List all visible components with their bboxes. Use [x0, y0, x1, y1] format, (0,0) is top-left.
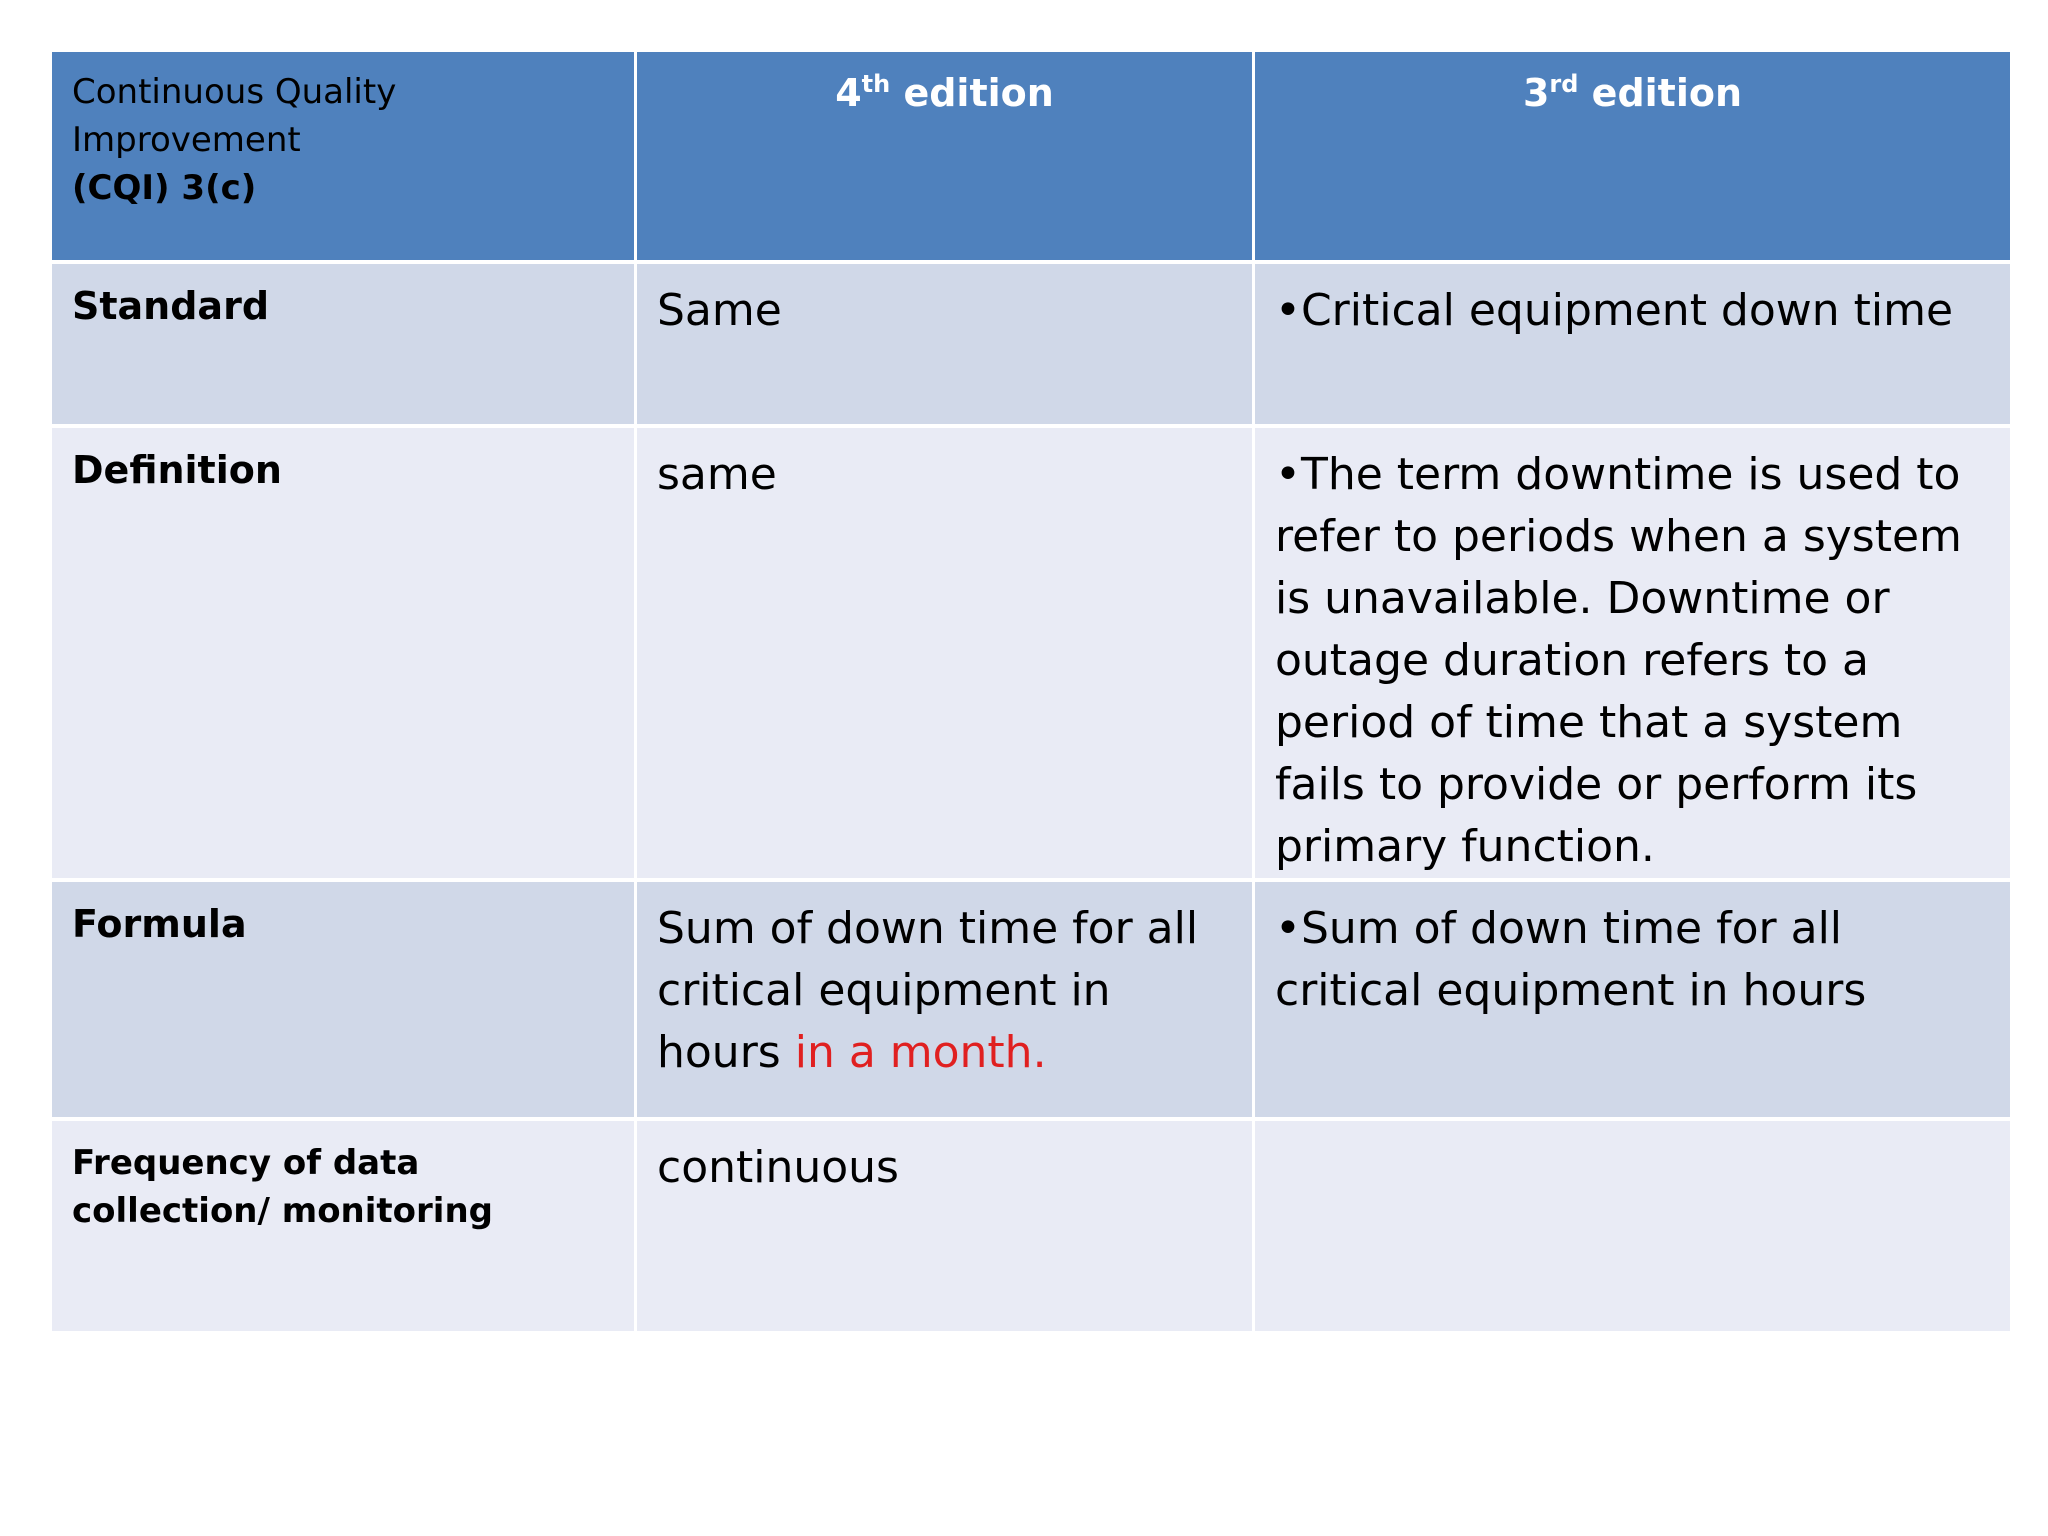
row-label-frequency: Frequency of data collection/ monitoring [52, 1121, 634, 1331]
cell-frequency-3rd [1255, 1121, 2010, 1331]
formula-4th-text: Sum of down time for all critical equipment in hours [657, 903, 1199, 1078]
comparison-table [52, 52, 2004, 1331]
header-3rd-word: edition [1578, 71, 1743, 115]
header-4th-word: edition [890, 71, 1054, 115]
header-3rd-suffix: rd [1549, 70, 1579, 98]
header-4th-suffix: th [861, 70, 891, 98]
cell-frequency-4th: continuous [637, 1121, 1252, 1331]
header-cell-cqi [52, 52, 634, 260]
header-cqi-title: Continuous Quality Improvement [72, 72, 397, 160]
header-cell-3rd-edition [1255, 52, 2010, 260]
cell-formula-4th [637, 882, 1252, 1117]
cell-formula-3rd: •Sum of down time for all critical equipment in hours [1255, 882, 2010, 1117]
cell-definition-3rd: •The term downtime is used to refer to periods when a system is unavailable. Downtime or outage duration refers to a period of time that a system fails to provide or perform its primary function. [1255, 428, 2010, 878]
row-label-formula: Formula [52, 882, 634, 1117]
formula-4th-highlight: in a month. [794, 1027, 1047, 1078]
row-label-definition: Definition [52, 428, 634, 878]
header-3rd-number: 3 [1522, 71, 1550, 115]
row-label-standard: Standard [52, 264, 634, 424]
header-cqi-code: (CQI) 3(c) [72, 168, 257, 208]
cell-definition-4th: same [637, 428, 1252, 878]
header-cell-4th-edition [637, 52, 1252, 260]
header-4th-number: 4 [835, 71, 862, 115]
cell-standard-4th: Same [637, 264, 1252, 424]
cell-standard-3rd: •Critical equipment down time [1255, 264, 2010, 424]
